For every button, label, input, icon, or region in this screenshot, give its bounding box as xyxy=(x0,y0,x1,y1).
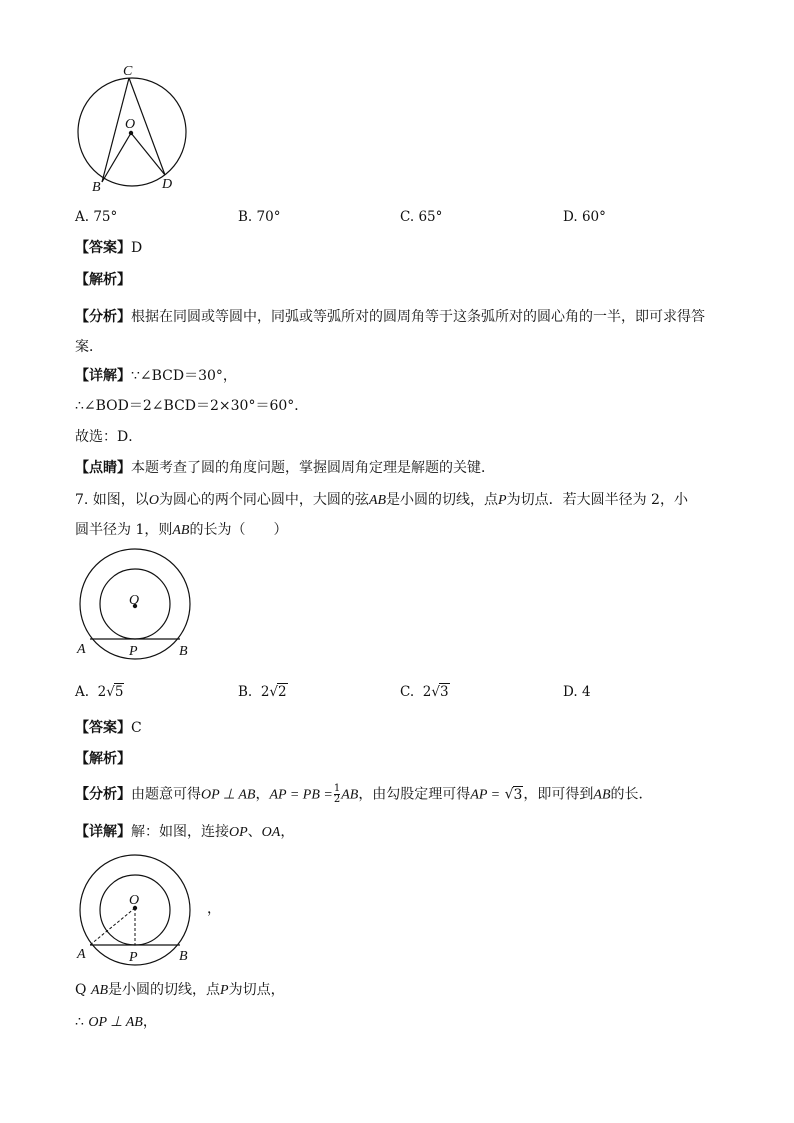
q7-therefore-line: ∴ OP ⊥ AB， xyxy=(75,1014,157,1030)
q6-analysis-heading: 【解析】 xyxy=(75,272,131,288)
figure-inscribed-angle xyxy=(70,62,200,197)
q6-dianjing: 【点睛】本题考查了圆的角度问题，掌握圆周角定理是解题的关键． xyxy=(75,460,495,476)
q7-answer: 【答案】C xyxy=(75,720,142,736)
q6-option-d: D. 60° xyxy=(563,209,606,225)
q7-reason-line: Q AB是小圆的切线，点P为切点， xyxy=(75,982,285,998)
q6-answer: 【答案】D xyxy=(75,240,143,256)
label-o: O xyxy=(129,893,140,908)
label-b: B xyxy=(179,644,188,659)
q7-stem-line1: 7. 如图，以O为圆心的两个同心圆中，大圆的弦AB是小圆的切线，点P为切点．若大圆半径为 2，小 xyxy=(75,492,688,508)
label-p: P xyxy=(129,644,138,659)
label-d: D xyxy=(162,177,173,192)
label-a: A xyxy=(77,947,86,962)
q7-option-c: C. 2√3 xyxy=(400,684,449,700)
label-o: O xyxy=(125,117,136,132)
q6-fenxi: 【分析】根据在同圆或等圆中，同弧或等弧所对的圆周角等于这条弧所对的圆心角的一半，即可求得答案． xyxy=(75,309,705,355)
fraction-one-half: $\frac{1}{2}$ xyxy=(333,783,341,805)
label-a: A xyxy=(77,642,86,657)
label-b: B xyxy=(92,180,101,195)
q6-xiangjie: 【详解】∵∠BCD＝30°， xyxy=(75,368,237,384)
q6-step3: 故选：D． xyxy=(75,429,143,445)
q6-option-a: A. 75° xyxy=(75,209,118,225)
q7-stem-line2: 圆半径为 1，则AB的长为（ ） xyxy=(75,522,288,538)
q6-option-c: C. 65° xyxy=(400,209,443,225)
q6-option-b: B. 70° xyxy=(238,209,281,225)
q7-option-a: A. 2√5 xyxy=(75,684,124,700)
segment-ob xyxy=(102,133,131,182)
dashed-oa xyxy=(90,908,135,945)
q7-option-d: D. 4 xyxy=(563,684,591,700)
label-b: B xyxy=(179,949,188,964)
figure-concentric-circles-with-op-oa xyxy=(74,852,204,970)
label-c: C xyxy=(123,64,133,79)
q7-analysis-heading: 【解析】 xyxy=(75,751,131,767)
label-o: O xyxy=(129,593,140,608)
label-p: P xyxy=(129,950,138,965)
segment-od xyxy=(131,133,165,175)
q7-xiangjie: 【详解】解：如图，连接OP、OA， xyxy=(75,824,295,840)
q7-fenxi: 【分析】由题意可得OP ⊥ AB，AP = PB = $\frac{1}{2}$ AB，由勾股定理可得AP = √3，即可得到AB的长． xyxy=(75,783,653,805)
figure-concentric-circles xyxy=(74,545,204,663)
figure-trailing-comma: ， xyxy=(207,901,221,917)
q7-option-b: B. 2√2 xyxy=(238,684,287,700)
q6-step2: ∴∠BOD＝2∠BCD＝2×30°＝60°． xyxy=(75,398,309,414)
